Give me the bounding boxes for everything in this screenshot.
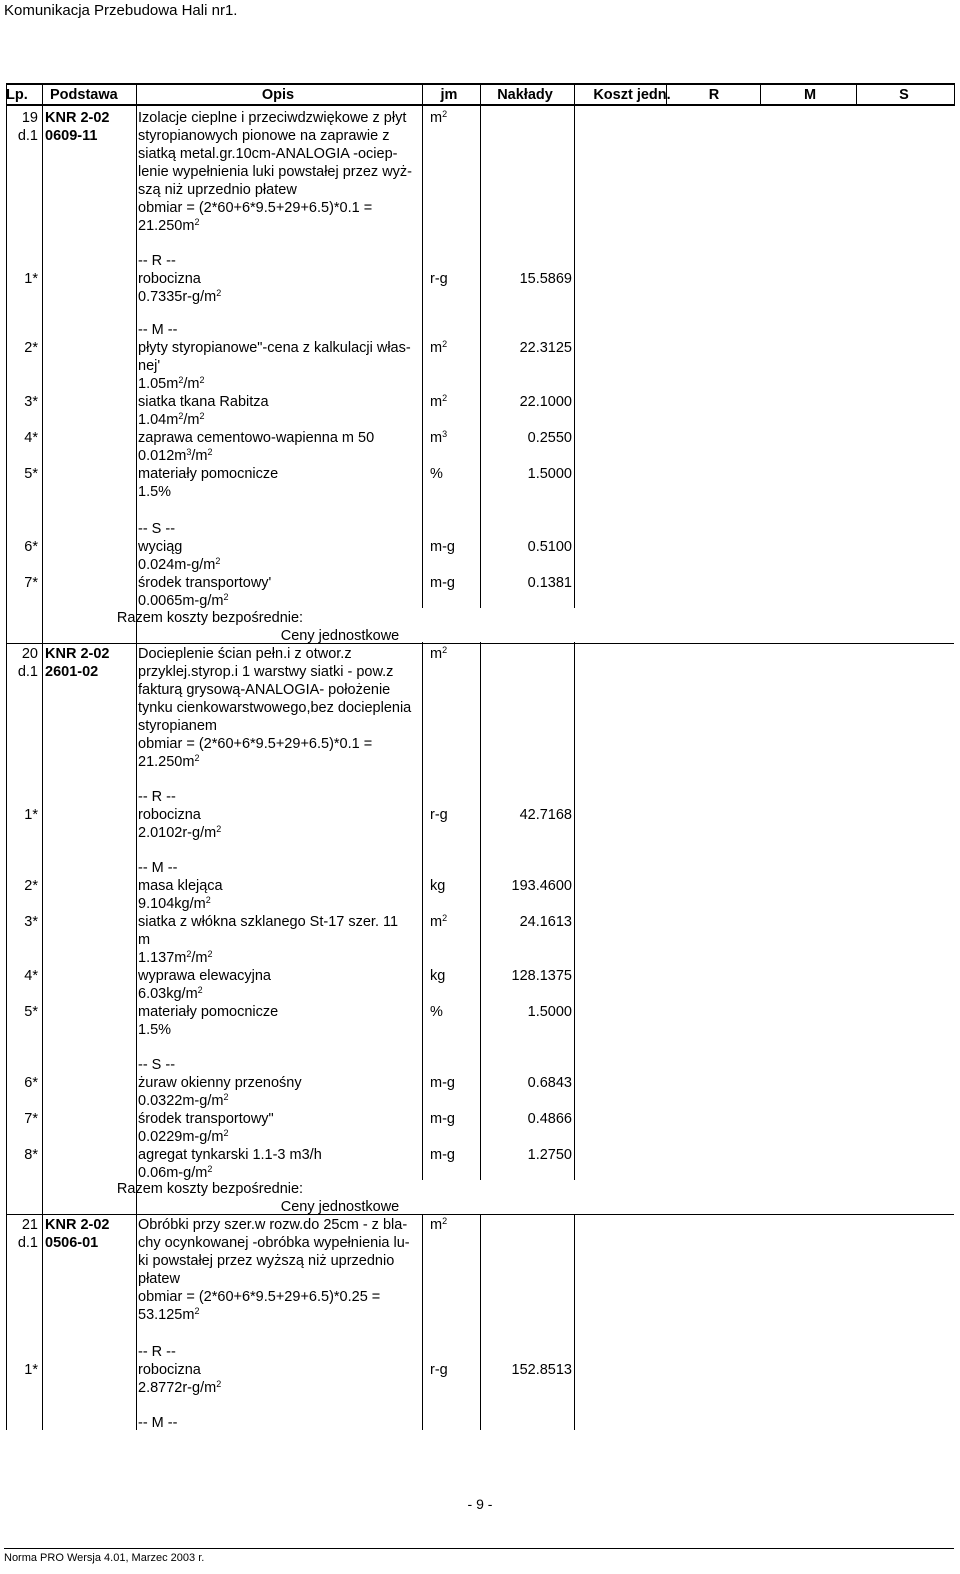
resource-number: 6* — [24, 1075, 38, 1091]
resource-quantity: 0.4866 — [527, 1111, 572, 1127]
resource-name: wyciąg — [138, 539, 183, 555]
position-basis: KNR 2-02 — [45, 1217, 110, 1233]
resource-name: materiały pomocnicze — [138, 1004, 279, 1020]
resource-norm: $2.0102r-g/m^2$ — [138, 824, 222, 841]
resource-name: płyty styropianowe"-cena z kalkulacji włas- — [138, 340, 411, 356]
position-description-line: $21.250m^2$ — [138, 753, 200, 770]
resource-norm: $0.0322m-g/m^2$ — [138, 1092, 229, 1109]
resource-quantity: 15.5869 — [519, 271, 572, 287]
position-description-line: obmiar = (2*60+6*9.5+29+6.5)*0.1 = — [138, 200, 373, 216]
resource-name: m — [138, 932, 151, 948]
resource-group-heading: -- R -- — [138, 1344, 176, 1360]
footer-rule — [4, 1548, 954, 1549]
position-description-line: przyklej.styrop.i 1 warstwy siatki - pow.z — [138, 664, 394, 680]
resource-norm: $1.137m^2/m^2$ — [138, 949, 213, 966]
resource-number: 3* — [24, 394, 38, 410]
document-title: Komunikacja Przebudowa Hali nr1. — [4, 2, 238, 19]
resource-number: 2* — [24, 340, 38, 356]
column-rule — [42, 83, 43, 1430]
resource-quantity: 128.1375 — [511, 968, 572, 984]
resource-group-heading: -- S -- — [138, 1057, 176, 1073]
position-number: d.1 — [17, 664, 38, 680]
resource-group-heading: -- M -- — [138, 1415, 178, 1431]
position-basis: KNR 2-02 — [45, 110, 110, 126]
resource-group-heading: -- S -- — [138, 521, 176, 537]
column-rule — [422, 83, 423, 608]
column-rule — [574, 83, 575, 608]
position-description-line: Docieplenie ścian pełn.i z otwor.z — [138, 646, 352, 662]
col-header-lp: Lp. — [6, 87, 28, 103]
resource-name: wyprawa elewacyjna — [138, 968, 271, 984]
position-number: 20 — [21, 646, 38, 662]
position-basis: 0506-01 — [45, 1235, 99, 1251]
column-rule — [136, 83, 137, 1430]
resource-name: materiały pomocnicze — [138, 466, 279, 482]
summary-unit-prices: Ceny jednostkowe — [280, 1199, 400, 1215]
col-header-podstawa: Podstawa — [50, 87, 118, 103]
col-header-koszt: Koszt jedn. — [593, 87, 671, 103]
resource-norm: $0.0229m-g/m^2$ — [138, 1128, 229, 1145]
column-rule — [480, 642, 481, 1180]
resource-number: 7* — [24, 1111, 38, 1127]
resource-norm: $0.06m-g/m^2$ — [138, 1164, 213, 1181]
column-rule — [574, 1214, 575, 1430]
resource-unit: m-g — [430, 1111, 455, 1127]
resource-name: agregat tynkarski 1.1-3 m3/h — [138, 1147, 322, 1163]
resource-norm: $0.012m^3/m^2$ — [138, 447, 213, 464]
resource-unit: r-g — [430, 1362, 448, 1378]
resource-quantity: 22.3125 — [519, 340, 572, 356]
resource-unit: $m^3$ — [430, 429, 448, 446]
resource-number: 8* — [24, 1147, 38, 1163]
resource-quantity: 1.5000 — [527, 466, 572, 482]
column-rule — [422, 1214, 423, 1430]
resource-unit: $m^2$ — [430, 393, 448, 410]
column-rule — [856, 83, 857, 106]
position-basis: 0609-11 — [45, 128, 98, 144]
resource-number: 1* — [24, 807, 38, 823]
position-unit: $m^2$ — [430, 1216, 448, 1233]
resource-norm: $1.04m^2/m^2$ — [138, 411, 205, 428]
position-description-line: fakturą grysową-ANALOGIA- położenie — [138, 682, 391, 698]
resource-unit: % — [430, 466, 443, 482]
position-unit: $m^2$ — [430, 109, 448, 126]
resource-name: żuraw okienny przenośny — [138, 1075, 302, 1091]
position-description-line: $21.250m^2$ — [138, 217, 200, 234]
resource-number: 4* — [24, 968, 38, 984]
position-separator — [6, 1214, 954, 1215]
resource-number: 7* — [24, 575, 38, 591]
summary-unit-prices: Ceny jednostkowe — [280, 628, 400, 644]
resource-name: siatka z włókna szklanego St-17 szer. 11 — [138, 914, 399, 930]
resource-group-heading: -- M -- — [138, 322, 178, 338]
resource-group-heading: -- R -- — [138, 789, 176, 805]
resource-number: 3* — [24, 914, 38, 930]
position-unit: $m^2$ — [430, 645, 448, 662]
resource-unit: % — [430, 1004, 443, 1020]
resource-unit: $m^2$ — [430, 339, 448, 356]
position-description-line: lenie wypełnienia luki powstałej przez wyż- — [138, 164, 413, 180]
position-number: d.1 — [17, 1235, 38, 1251]
resource-unit: $m^2$ — [430, 913, 448, 930]
resource-quantity: 0.5100 — [527, 539, 572, 555]
resource-quantity: 0.2550 — [527, 430, 572, 446]
resource-quantity: 0.1381 — [527, 575, 572, 591]
position-basis: 2601-02 — [45, 664, 99, 680]
column-rule — [666, 83, 667, 106]
resource-quantity: 1.2750 — [527, 1147, 572, 1163]
position-description-line: Obróbki przy szer.w rozw.do 25cm - z bla- — [138, 1217, 408, 1233]
col-header-r: R — [708, 87, 720, 103]
resource-unit: r-g — [430, 271, 448, 287]
resource-norm: 1.5% — [138, 1022, 172, 1038]
resource-number: 6* — [24, 539, 38, 555]
col-header-m: M — [803, 87, 817, 103]
resource-unit: m-g — [430, 539, 455, 555]
resource-norm: $2.8772r-g/m^2$ — [138, 1379, 222, 1396]
resource-unit: r-g — [430, 807, 448, 823]
position-number: d.1 — [17, 128, 38, 144]
resource-quantity: 152.8513 — [511, 1362, 572, 1378]
page-number: - 9 - — [467, 1496, 493, 1512]
col-header-opis: Opis — [261, 87, 295, 103]
position-basis: KNR 2-02 — [45, 646, 110, 662]
resource-unit: m-g — [430, 1075, 455, 1091]
summary-direct-costs: Razem koszty bezpośrednie: — [116, 1181, 304, 1197]
resource-name: środek transportowy" — [138, 1111, 274, 1127]
resource-name: robocizna — [138, 1362, 201, 1378]
position-description-line: siatką metal.gr.10cm-ANALOGIA -ociep- — [138, 146, 398, 162]
position-description-line: Izolacje cieplne i przeciwdzwiękowe z płyt — [138, 110, 407, 126]
col-header-s: S — [899, 87, 909, 103]
resource-name: robocizna — [138, 271, 201, 287]
position-description-line: tynku cienkowarstwowego,bez docieplenia — [138, 700, 412, 716]
position-description-line: styropianem — [138, 718, 217, 734]
resource-norm: $0.024m-g/m^2$ — [138, 556, 221, 573]
column-rule — [422, 642, 423, 1180]
resource-norm: $9.104kg/m^2$ — [138, 895, 211, 912]
resource-unit: m-g — [430, 1147, 455, 1163]
position-number: 19 — [21, 110, 38, 126]
position-description-line: chy ocynkowanej -obróbka wypełnienia lu- — [138, 1235, 410, 1251]
resource-unit: kg — [430, 968, 446, 984]
resource-norm: 1.5% — [138, 484, 172, 500]
resource-unit: m-g — [430, 575, 455, 591]
resource-group-heading: -- M -- — [138, 860, 178, 876]
resource-name: siatka tkana Rabitza — [138, 394, 269, 410]
resource-number: 5* — [24, 1004, 38, 1020]
position-description-line: obmiar = (2*60+6*9.5+29+6.5)*0.1 = — [138, 736, 373, 752]
resource-quantity: 0.6843 — [527, 1075, 572, 1091]
column-rule — [760, 83, 761, 106]
position-description-line: styropianowych pionowe na zaprawie z — [138, 128, 390, 144]
resource-norm: $0.7335r-g/m^2$ — [138, 288, 222, 305]
column-rule — [480, 1214, 481, 1430]
resource-name: środek transportowy' — [138, 575, 272, 591]
position-description-line: szą niż uprzednio płatew — [138, 182, 297, 198]
resource-quantity: 42.7168 — [519, 807, 572, 823]
resource-name: nej' — [138, 358, 161, 374]
position-description-line: obmiar = (2*60+6*9.5+29+6.5)*0.25 = — [138, 1289, 381, 1305]
column-rule — [574, 642, 575, 1180]
resource-name: robocizna — [138, 807, 201, 823]
resource-number: 1* — [24, 1362, 38, 1378]
position-description-line: płatew — [138, 1271, 180, 1287]
column-rule — [954, 83, 955, 106]
resource-number: 4* — [24, 430, 38, 446]
resource-norm: $0.0065m-g/m^2$ — [138, 592, 229, 609]
position-number: 21 — [21, 1217, 38, 1233]
resource-unit: kg — [430, 878, 446, 894]
resource-quantity: 1.5000 — [527, 1004, 572, 1020]
resource-group-heading: -- R -- — [138, 253, 176, 269]
column-rule — [6, 83, 7, 1430]
resource-quantity: 193.4600 — [511, 878, 572, 894]
position-separator — [6, 643, 954, 644]
resource-name: zaprawa cementowo-wapienna m 50 — [138, 430, 375, 446]
column-rule — [480, 83, 481, 608]
resource-name: masa klejąca — [138, 878, 223, 894]
resource-number: 1* — [24, 271, 38, 287]
resource-norm: $1.05m^2/m^2$ — [138, 375, 205, 392]
resource-quantity: 22.1000 — [519, 394, 572, 410]
position-description-line: ki powstałej przez wyższą niż uprzednio — [138, 1253, 395, 1269]
software-version: Norma PRO Wersja 4.01, Marzec 2003 r. — [4, 1552, 205, 1564]
col-header-jm: jm — [440, 87, 458, 103]
resource-number: 2* — [24, 878, 38, 894]
position-description-line: $53.125m^2$ — [138, 1306, 200, 1323]
col-header-naklady: Nakłady — [497, 87, 553, 103]
resource-norm: $6.03kg/m^2$ — [138, 985, 203, 1002]
summary-direct-costs: Razem koszty bezpośrednie: — [116, 610, 304, 626]
resource-number: 5* — [24, 466, 38, 482]
resource-quantity: 24.1613 — [519, 914, 572, 930]
